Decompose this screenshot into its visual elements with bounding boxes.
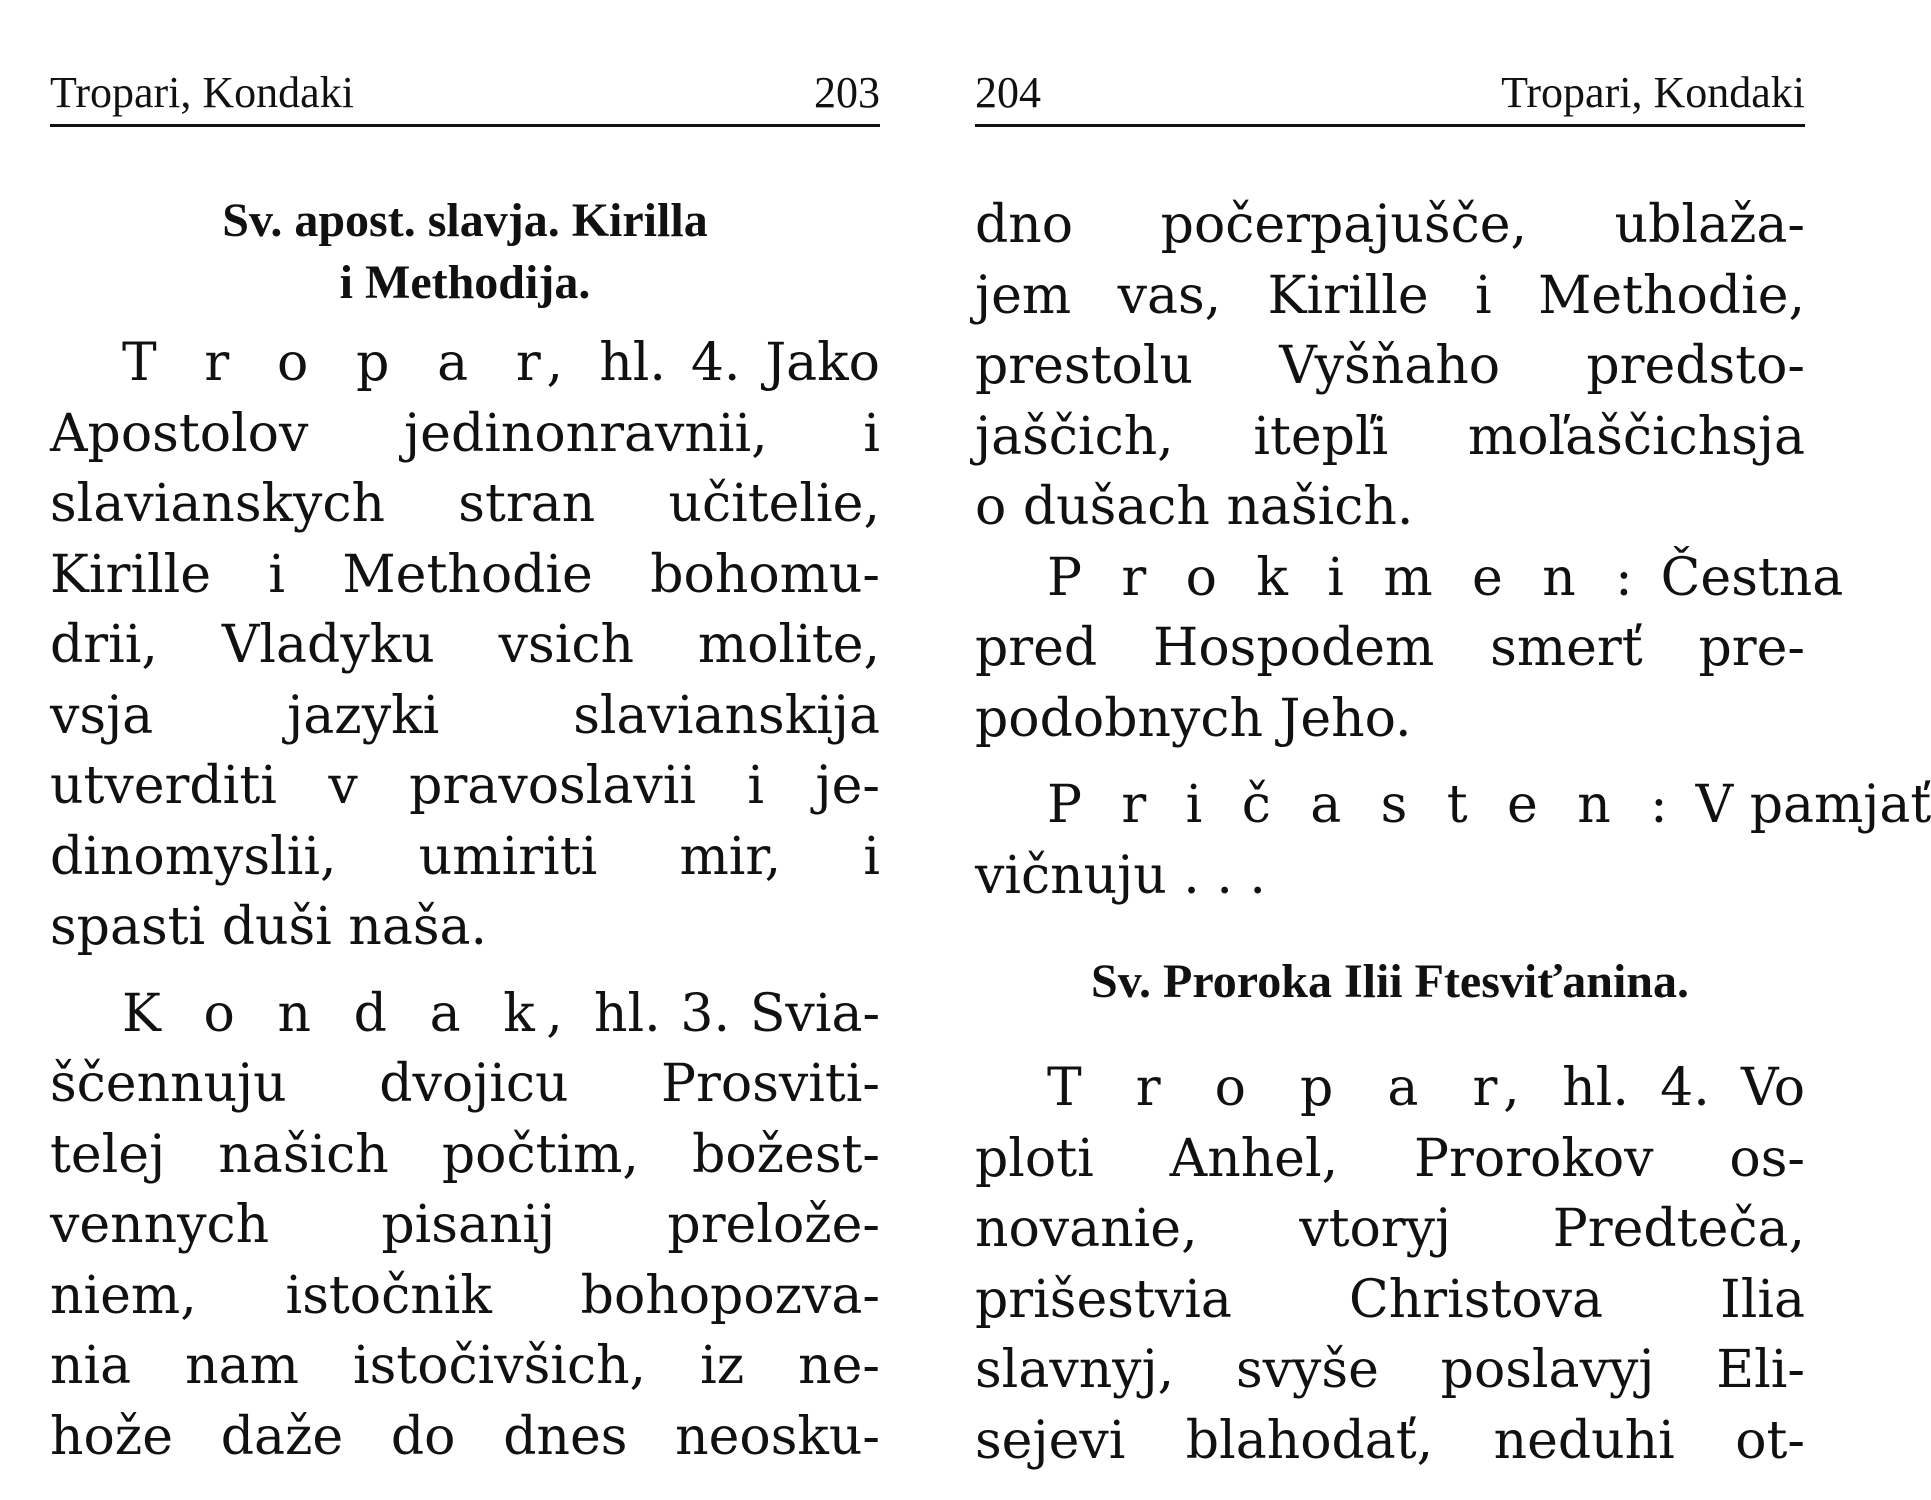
page-number: 203 xyxy=(814,68,880,117)
text-line: nia nam istočivšich, iz ne- xyxy=(50,1336,880,1396)
text-line: hože daže do dnes neosku- xyxy=(50,1406,880,1467)
kondak-label: K o n d a k, xyxy=(122,983,575,1044)
text-line: prišestvia Christova Ilia xyxy=(975,1269,1805,1330)
section-title: Sv. apost. slavja. Kirilla xyxy=(222,194,708,247)
text-line: telej našich počtim, božest- xyxy=(50,1124,880,1185)
tropar-label: T r o p a r, xyxy=(122,333,575,393)
text-line: vičnuju . . . xyxy=(975,845,1266,906)
text-line: Apostolov jedinonravnii, i xyxy=(50,403,880,464)
tropar-line: T r o p a r, hl. 4. Vo xyxy=(1047,1058,1806,1118)
text-line: spasti duši naša. xyxy=(50,897,488,957)
text-line: vsja jazyki slavianskija xyxy=(50,685,880,746)
text-line: utverditi v pravoslavii i je- xyxy=(50,756,880,816)
page-header xyxy=(50,62,880,127)
text-line: jaščich, itepľi moľaščichsja xyxy=(975,406,1805,467)
left-page xyxy=(50,0,880,1500)
text-line: prestolu Vyšňaho predsto- xyxy=(975,336,1805,396)
text-line: o dušach našich. xyxy=(975,477,1414,537)
text-line: slavnyj, svyše poslavyj Eli- xyxy=(975,1340,1805,1400)
prokimen-line: P r o k i m e n : Čestna xyxy=(1047,547,1844,608)
pricasten-line: P r i č a s t e n : V pamjať xyxy=(1047,775,1931,835)
text-line: novanie, vtoryj Predteča, xyxy=(975,1199,1805,1259)
section-title: Sv. Proroka Ilii Ftesviťanina. xyxy=(1091,955,1689,1008)
tropar-line: T r o p a r, hl. 4. Jako xyxy=(122,333,880,393)
text-line: Kirille i Methodie bohomu- xyxy=(50,544,880,605)
kondak-line: K o n d a k, hl. 3. Svia- xyxy=(122,983,881,1044)
page-number: 204 xyxy=(975,68,1041,117)
section-title: i Methodija. xyxy=(339,256,591,309)
right-page xyxy=(975,0,1931,1500)
text-line: pred Hospodem smerť pre- xyxy=(975,618,1805,678)
text-line: jem vas, Kirille i Methodie, xyxy=(975,265,1805,326)
tone: hl. 4. xyxy=(1562,1058,1710,1118)
text-line: dinomyslii, umiriti mir, i xyxy=(50,826,880,887)
text-line: ščennuju dvojicu Prosviti- xyxy=(50,1054,880,1114)
text-line: sejevi blahodať, neduhi ot- xyxy=(975,1410,1805,1471)
tropar-label: T r o p a r, xyxy=(1047,1058,1532,1118)
text-line: drii, Vladyku vsich molite, xyxy=(50,615,880,675)
text-line: niem, istočnik bohopozva- xyxy=(50,1265,880,1326)
text-line: ploti Anhel, Prorokov os- xyxy=(975,1128,1805,1189)
tone: hl. 4. xyxy=(599,333,741,393)
page-body xyxy=(975,190,1931,1476)
tone: hl. 3. xyxy=(593,983,731,1044)
running-head: Tropari, Kondaki xyxy=(50,68,354,117)
text-line: dno počerpajušče, ublaža- xyxy=(975,195,1805,255)
text-line: podobnych Jeho. xyxy=(975,688,1412,749)
text-line: slavianskych stran učitelie, xyxy=(50,474,880,534)
page-body xyxy=(50,190,880,1472)
running-head: Tropari, Kondaki xyxy=(1501,68,1805,117)
prokimen-label: P r o k i m e n : xyxy=(1047,547,1645,608)
text-line: vennych pisanij preložе- xyxy=(50,1195,880,1255)
page-header xyxy=(975,62,1805,127)
pricasten-label: P r i č a s t e n : xyxy=(1047,775,1680,835)
